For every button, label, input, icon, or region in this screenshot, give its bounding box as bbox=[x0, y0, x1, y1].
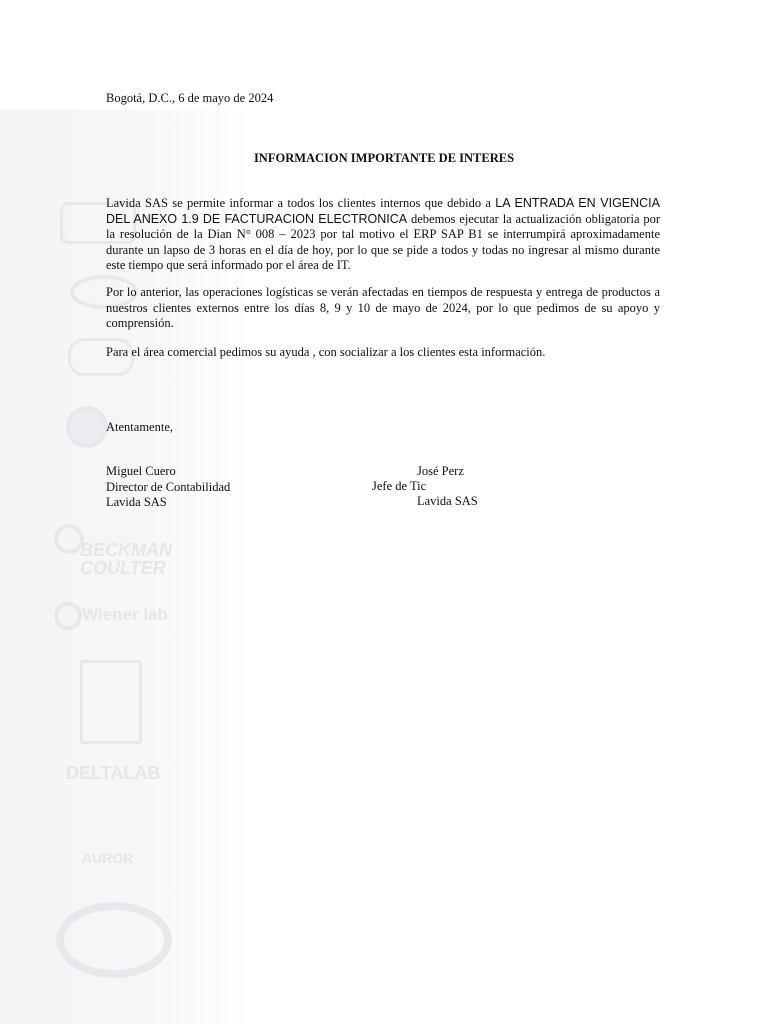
closing-line: Atentamente, bbox=[106, 420, 173, 434]
date-line: Bogotá, D.C., 6 de mayo de 2024 bbox=[106, 91, 274, 105]
signature-left-role: Director de Contabilidad bbox=[106, 479, 231, 494]
watermark-wiener-icon bbox=[54, 602, 82, 630]
paragraph-1-lead: Lavida SAS se permite informar a todos los clientes internos que debido a bbox=[106, 196, 496, 210]
watermark-beckman-icon bbox=[54, 524, 84, 554]
watermark-auror-text: AUROR bbox=[82, 850, 134, 866]
watermark-beckman-text: BECKMAN bbox=[80, 540, 172, 560]
signature-right-role: Jefe de Tic bbox=[372, 479, 427, 493]
watermark-swoosh-logo bbox=[56, 902, 172, 978]
paragraph-3: Para el área comercial pedimos su ayuda , con socializar a los clientes esta información. bbox=[106, 345, 546, 359]
paragraph-1-highlight: LA ENTRADA EN VIGENCIA DEL ANEXO 1.9 DE FACTURACION ELECTRONICA bbox=[106, 196, 660, 226]
signature-left bbox=[106, 464, 230, 511]
watermark-coulter-text: COULTER bbox=[80, 558, 166, 578]
watermark-deltalab-text: DELTALAB bbox=[66, 763, 161, 783]
watermark-wiener-text: Wiener lab bbox=[82, 605, 168, 624]
signature-left-name: Miguel Cuero bbox=[106, 464, 176, 478]
signature-right-org: Lavida SAS bbox=[417, 494, 478, 508]
letter-title: INFORMACION IMPORTANTE DE INTERES bbox=[253, 151, 515, 165]
signature-right-name: José Perz bbox=[417, 464, 464, 478]
signature-left-org: Lavida SAS bbox=[106, 495, 167, 509]
watermark-bd-logo bbox=[66, 406, 108, 448]
paragraph-1-rest: debemos ejecutar la actualización obligatoria por la resolución de la Dian N° 008 – 2023 por tal motivo el ERP SAP B1 se interrumpirá aproximadamente durante un lapso de 3 horas en el día de hoy, por lo que se pide a todos y todas no ingresar al mismo durante este tiempo que será informado por el área de IT. bbox=[106, 211, 661, 272]
watermark-tall-logo bbox=[80, 660, 142, 744]
paragraph-1 bbox=[106, 196, 660, 274]
paragraph-2: Por lo anterior, las operaciones logísticas se verán afectadas en tiempos de respuesta y entrega de productos a nuestros clientes externos entre los días 8, 9 y 10 de mayo de 2024, por lo que pedimos de su apoyo y comprensión. bbox=[106, 285, 660, 330]
